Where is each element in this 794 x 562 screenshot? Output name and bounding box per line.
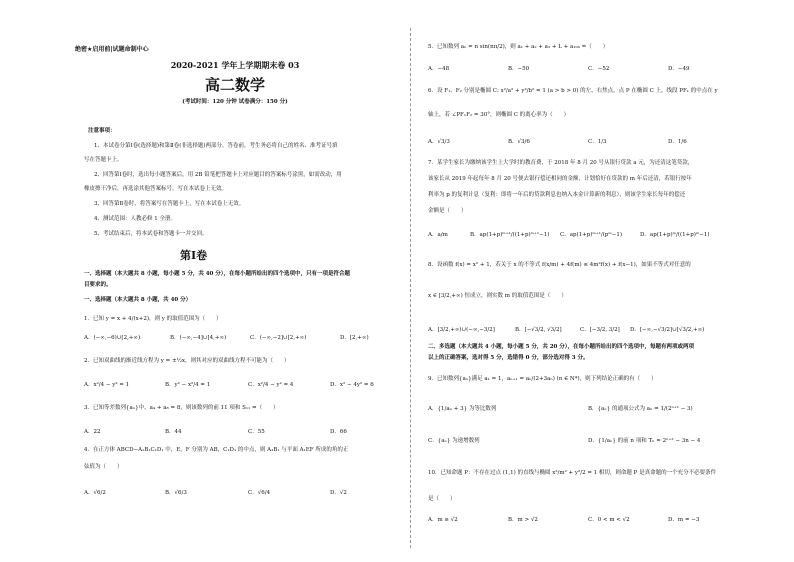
question-9: 9．已知数列{aₙ}满足 a₁ = 1，aₙ₊₁ = aₙ/(2+3aₙ) (n ∈ N*)，则下列结论正确的有（ ） <box>428 376 657 382</box>
note-line: 5、考试结束后，将本试卷和答题卡一并交回。 <box>94 231 208 237</box>
option-a: A．m ≥ √2 <box>428 517 458 523</box>
question-3: 3．已知等差数列{aₙ}中，a₄ + a₈ = 8，则该数列的前 11 项和 S₁₁ =（ ） <box>84 405 279 411</box>
option-d: D．[−∞,−√3/2]∪[√3/2,+∞) <box>630 327 705 333</box>
option-b: B．√3/6 <box>508 139 530 145</box>
option-c: C．55 <box>248 429 265 435</box>
option-b: B．ap(1+p)ᵐ⁺¹/((1+p)ᵐ⁺¹−1) <box>470 232 550 238</box>
part-one-label: 第Ⅰ卷 <box>180 249 208 262</box>
option-c: C．−52 <box>588 66 610 72</box>
option-c: C．[−3/2, 3/2] <box>580 327 620 333</box>
note-line: 橡皮擦干净后，再选涂其他答案标号。写在本试卷上无效。 <box>84 186 228 192</box>
exam-subtitle: 2020-2021 学年上学期期末卷 03 <box>170 60 300 70</box>
question-8-cont: x ∈ [3/2,+∞) 恒成立，则实数 m 的取值范围是（ ） <box>428 293 567 299</box>
option-a: A．{1/aₙ + 3} 为等比数列 <box>428 406 497 412</box>
section-desc: 一、选择题（本大题共 8 小题，每小题 5 分，共 40 分），在每小题所给出的四个选项中，只有一项是符合题 <box>84 271 351 277</box>
section-two-desc: 二、多选题（本大题共 4 小题，每小题 5 分，共 20 分），在每小题所给出的四个选项中，每题有两项或两项 <box>428 344 695 350</box>
option-b: B．y² − x²/4 = 1 <box>165 382 211 388</box>
option-c: C．0 < m < √2 <box>588 517 630 523</box>
option-c: C．ap(1+p)ᵐ⁺¹/(pᵐ−1) <box>560 232 623 238</box>
option-c: C．(−∞,−2]∪[2,+∞) <box>250 335 307 341</box>
question-4-cont: 弦值为（ ） <box>84 464 123 470</box>
option-d: D．ap(1+p)ᵐ/((1+p)ᵐ−1) <box>640 232 710 238</box>
option-a: A．22 <box>84 429 101 435</box>
question-6: 6．设 F₁、F₂ 分别是椭圆 C: x²/a² + y²/b² = 1 (a > b > 0) 的左、右焦点，点 P 在椭圆 C 上，线段 PF₁ 的中点在 y <box>428 88 718 94</box>
question-6-cont: 轴上，若 ∠PF₁F₂ = 30°，则椭圆 C 的离心率为（ ） <box>428 112 570 118</box>
option-d: D．√2 <box>330 490 347 496</box>
question-2: 2．已知双曲线的渐近线方程为 y = ±½x，则其对应的双曲线方程不可能为（ ） <box>84 358 290 364</box>
exam-title: 高二数学 <box>204 76 265 94</box>
question-4: 4．在正方体 ABCD−A₁B₁C₁D₁ 中，E，F 分别为 AB，C₁D₁ 的中点，则 A₁B₁ 与平面 A₁EF 所成的角的正 <box>84 447 349 453</box>
question-10-cont: 是（ ） <box>428 496 456 502</box>
confidential-label: 绝密★启用前|试题命制中心 <box>75 46 149 53</box>
column-divider <box>410 28 411 548</box>
note-line: 写在答题卡上。 <box>84 157 123 163</box>
option-d: D．66 <box>330 429 347 435</box>
question-7-cont: 金额是（ ） <box>428 208 467 214</box>
question-10: 10．已知命题 P：不存在过点 (1,1) 的直线与椭圆 x²/m² + y²/2 = 1 相切，则命题 P 是真命题的一个充分不必要条件 <box>428 470 717 476</box>
option-d: D．m = −3 <box>668 517 700 523</box>
exam-info: (考试时间：120 分钟 试卷满分：150 分) <box>182 99 288 105</box>
option-a: A．(−∞,−6)∪[2,+∞) <box>84 335 141 341</box>
question-5: 5．已知数列 aₙ = n sin(nπ/2)，则 a₁ + a₂ + a₃ + L + a₁₀₀ =（ ） <box>428 44 609 50</box>
option-a: A．[3/2,+∞)∪(−∞,−3/2] <box>428 327 495 333</box>
option-a: A．x²/4 − y² = 1 <box>84 382 130 388</box>
option-c: C．{aₙ} 为递增数列 <box>428 438 480 444</box>
note-line: 4、测试范围：人教必修 1 全册。 <box>94 216 176 222</box>
option-b: B．(−∞,−4]∪[4,+∞) <box>170 335 227 341</box>
option-b: B．{aₙ} 的通项公式为 aₙ = 1/(2ⁿ⁺¹ − 3) <box>588 406 693 412</box>
note-line: 1、本试卷分第Ⅰ卷(选择题)和第Ⅱ卷(非选择题)两部分。答卷前，考生务必将自己的姓名、准考证号填 <box>94 143 338 149</box>
option-b: B．[−√3/2, √3/2] <box>515 327 562 333</box>
question-1: 1．已知 y = x + 4/(x+2)，则 y 的取值范围为（ ） <box>84 316 222 322</box>
option-b: B．44 <box>165 429 182 435</box>
option-a: A．−48 <box>428 66 450 72</box>
option-c: C．√6/4 <box>248 490 271 496</box>
option-a: A．a/m <box>428 232 448 238</box>
option-d: D．{1/aₙ} 的前 n 项和 Tₙ = 2ⁿ⁺² − 3n − 4 <box>588 438 701 444</box>
option-d: D．[2,+∞) <box>340 335 369 341</box>
note-line: 2、回答第Ⅰ卷时，选出每小题答案后，用 2B 铅笔把答题卡上对应题目的答案标号涂黑，如需改动，用 <box>94 172 342 178</box>
option-d: D．x² − 4y² = 6 <box>330 382 374 388</box>
question-7-cont: 利率为 p 的复利计息（复利：即将一年后的贷款利息也纳入本金计算新的利息），则该学生家长每年的偿还 <box>428 192 686 198</box>
note-line: 3、回答第Ⅱ卷时，将答案写在答题卡上，写在本试卷上无效。 <box>94 201 245 207</box>
section-two-desc: 以上的正确答案，选对得 5 分，选错得 0 分，部分选对得 3 分。 <box>428 355 589 361</box>
option-d: D．1/6 <box>668 139 687 145</box>
question-8: 8．设函数 f(x) = x² + 1，若关于 x 的不等式 f(x/m) + 4f(m) ≤ 4m²f(x) + f(x−1)，如果不等式对任意的 <box>428 262 691 268</box>
option-d: D．−49 <box>668 66 690 72</box>
option-c: C．x²/4 − y² = 4 <box>248 382 294 388</box>
option-a: A．√6/2 <box>84 490 106 496</box>
question-7: 7．某学生家长为缴纳该学生上大学时的教育费，于 2018 年 8 月 20 号从银行贷款 a 元，为还清这笔贷款， <box>428 160 694 166</box>
option-b: B．−50 <box>508 66 530 72</box>
question-7-cont: 该家长从 2019 年起每年 8 月 20 号便去银行偿还相同的金额，计划恰好在贷款的 m 年后还清，若银行按年 <box>428 176 692 182</box>
option-b: B．m > √2 <box>508 517 538 523</box>
option-b: B．√6/3 <box>165 490 187 496</box>
option-a: A．√3/3 <box>428 139 450 145</box>
option-c: C．1/3 <box>588 139 607 145</box>
notes-heading: 注意事项： <box>88 128 116 134</box>
section-desc: 目要求的。 <box>84 282 112 288</box>
section-desc: 一、选择题（本大题共 8 小题，共 40 分） <box>84 297 192 303</box>
